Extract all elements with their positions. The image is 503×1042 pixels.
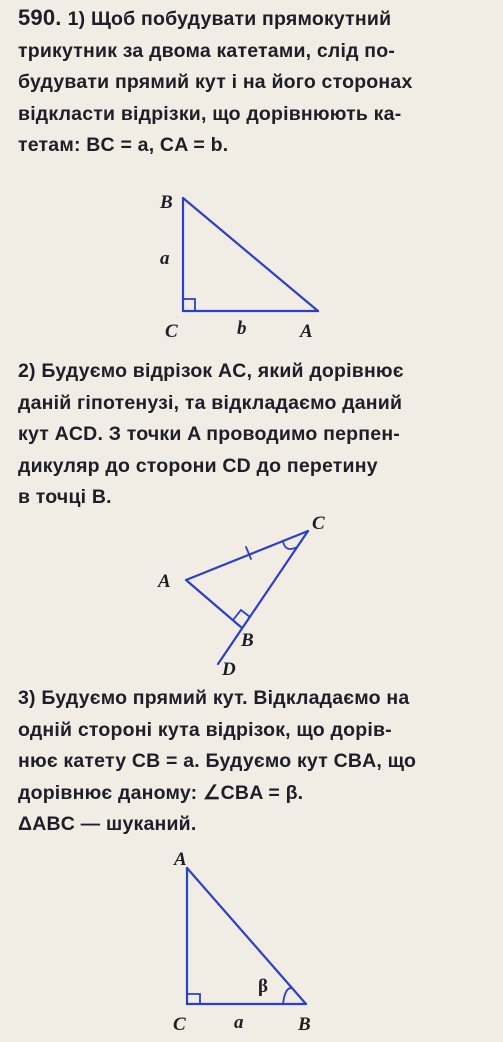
angle-arc-b xyxy=(283,988,292,1004)
part-1-line: будувати прямий кут і на його сторонах xyxy=(18,71,413,93)
segment-ac xyxy=(186,531,308,580)
part-1-line: тетам: BC = a, CA = b. xyxy=(18,134,229,156)
label-a-side: a xyxy=(234,1012,244,1033)
right-angle-mark xyxy=(187,994,200,1004)
part-3-line: ΔABC — шуканий. xyxy=(18,813,197,835)
part-3-line: дорівнює даному: ∠CBA = β. xyxy=(18,781,304,804)
part-1-line-text: 1) Щоб побудувати прямокутний xyxy=(67,8,392,30)
right-angle-mark xyxy=(183,299,195,311)
part-2-line: даній гіпотенузі, та відкладаємо даний xyxy=(18,391,403,414)
label-b-side: b xyxy=(237,318,247,339)
problem-number: 590. xyxy=(18,5,62,30)
label-a-side: a xyxy=(160,248,170,269)
hypotenuse-ab xyxy=(183,198,318,311)
part-2-line: дикуляр до сторони CD до перетину xyxy=(18,454,378,477)
hypotenuse-ab xyxy=(187,868,306,1004)
label-beta: β xyxy=(258,976,269,997)
part-2-line: кут ACD. З точки A проводимо перпен- xyxy=(18,423,400,445)
label-c: C xyxy=(165,321,178,342)
part-1-line: відкласти відрізки, що дорівнюють ка- xyxy=(18,102,402,125)
figure-3-triangle xyxy=(187,868,306,1004)
part-3-line: одній стороні кута відрізок, що дорів- xyxy=(18,718,392,741)
ray-cd xyxy=(218,531,308,664)
perpendicular-ab xyxy=(186,580,242,628)
label-a: A xyxy=(300,321,313,342)
label-c: C xyxy=(173,1014,186,1035)
label-b: B xyxy=(160,192,173,213)
part-3-line: нює катету CB = a. Будуємо кут CBA, що xyxy=(18,750,417,772)
label-b: B xyxy=(298,1014,311,1035)
part-2-line: 2) Будуємо відрізок AC, який дорівнює xyxy=(18,360,404,382)
label-a: A xyxy=(158,571,171,592)
label-b: B xyxy=(241,630,254,651)
right-angle-mark xyxy=(233,610,250,620)
label-a: A xyxy=(174,849,187,870)
label-d: D xyxy=(222,659,236,680)
figure-1-triangle xyxy=(183,198,318,311)
part-2-line: в точці B. xyxy=(18,486,112,508)
label-c: C xyxy=(312,513,325,534)
part-1-line: трикутник за двома катетами, слід по- xyxy=(18,39,396,62)
part-3-line: 3) Будуємо прямий кут. Відкладаємо на xyxy=(18,687,410,709)
tick-mark xyxy=(246,547,251,559)
angle-arc-c xyxy=(283,541,297,549)
